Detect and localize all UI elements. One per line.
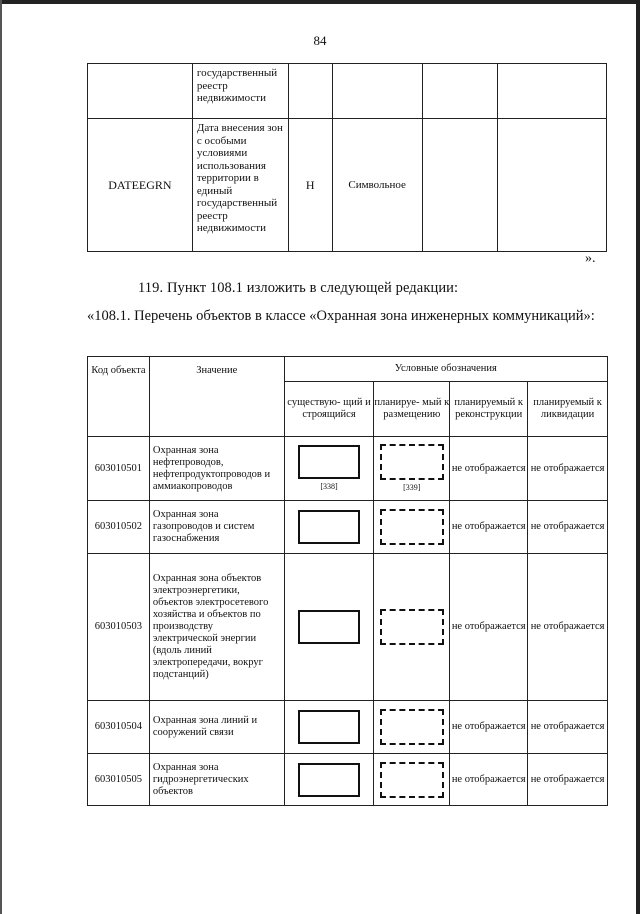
symbol-planned [374, 501, 450, 554]
row-reconstruction: не отображается [450, 554, 528, 701]
table-cell [498, 64, 607, 119]
table-cell [288, 64, 332, 119]
row-reconstruction: не отображается [450, 754, 528, 806]
row-code: 603010504 [88, 701, 150, 754]
attributes-table [87, 63, 607, 252]
header-reconstruction: планируемый к реконструкции [450, 382, 528, 437]
symbol-planned [374, 554, 450, 701]
table-cell-flag: Н [288, 119, 332, 252]
table-cell [422, 119, 498, 252]
solid-rectangle-icon [298, 710, 360, 744]
row-liquidation: не отображается [528, 437, 608, 501]
symbol-existing [284, 701, 374, 754]
table-row [88, 701, 608, 754]
symbol-planned [374, 701, 450, 754]
table-cell [498, 119, 607, 252]
row-liquidation: не отображается [528, 701, 608, 754]
symbol-existing [284, 501, 374, 554]
dashed-rectangle-icon [380, 609, 444, 645]
header-code: Код объекта [88, 357, 150, 437]
table-row [88, 501, 608, 554]
table-row [88, 754, 608, 806]
row-code: 603010505 [88, 754, 150, 806]
table-row [88, 119, 607, 252]
header-planned: планируе- мый к размещению [374, 382, 450, 437]
row-code: 603010502 [88, 501, 150, 554]
symbol-planned [374, 754, 450, 806]
row-value: Охранная зона газопроводов и систем газоснабжения [149, 501, 284, 554]
solid-rectangle-icon [298, 510, 360, 544]
dashed-rectangle-icon [380, 762, 444, 798]
page-border-right [636, 0, 640, 914]
header-existing: существую- щий и строящийся [284, 382, 374, 437]
row-code: 603010501 [88, 437, 150, 501]
dashed-rectangle-icon [380, 709, 444, 745]
solid-rectangle-icon [298, 610, 360, 644]
row-liquidation: не отображается [528, 554, 608, 701]
table-cell-meaning: государственный реестр недвижимости [192, 64, 288, 119]
paragraph: «108.1. Перечень объектов в классе «Охранная зона инженерных коммуникаций»: [87, 308, 595, 324]
table-row [88, 64, 607, 119]
row-code: 603010503 [88, 554, 150, 701]
symbol-existing [284, 554, 374, 701]
dashed-rectangle-icon [380, 444, 444, 480]
solid-rectangle-icon [298, 445, 360, 479]
header-symbols: Условные обозначения [284, 357, 607, 382]
row-reconstruction: не отображается [450, 501, 528, 554]
table-row [88, 437, 608, 501]
row-value: Охранная зона объектов электроэнергетики, объектов электросетевого хозяйства и объектов по производству электрической энергии (вдоль линий электропередачи, вокруг подстанций) [149, 554, 284, 701]
header-liquidation: планируемый к ликвидации [528, 382, 608, 437]
dashed-rectangle-icon [380, 509, 444, 545]
page-border-top [0, 0, 640, 4]
solid-rectangle-icon [298, 763, 360, 797]
page-number: 84 [313, 33, 327, 48]
closing-quote: ». [585, 251, 596, 266]
table-cell [332, 64, 422, 119]
row-reconstruction: не отображается [450, 437, 528, 501]
item-heading: 119. Пункт 108.1 изложить в следующей редакции: [138, 280, 459, 296]
header-value: Значение [149, 357, 284, 437]
row-reconstruction: не отображается [450, 701, 528, 754]
symbol-ref: [339] [403, 482, 421, 492]
page-border-left [0, 0, 2, 914]
table-cell [88, 64, 193, 119]
symbol-planned [374, 437, 450, 501]
table-cell-code: DATEEGRN [88, 119, 193, 252]
row-value: Охранная зона нефтепроводов, нефтепродуктопроводов и аммиакопроводов [149, 437, 284, 501]
table-cell [422, 64, 498, 119]
row-liquidation: не отображается [528, 754, 608, 806]
symbol-existing [284, 754, 374, 806]
symbol-existing [284, 437, 374, 501]
header-row [88, 357, 608, 382]
table-row [88, 554, 608, 701]
row-liquidation: не отображается [528, 501, 608, 554]
symbol-ref: [338] [320, 481, 338, 491]
table-cell-type: Символьное [332, 119, 422, 252]
table-cell-meaning: Дата внесения зон с особыми условиями использования территории в единый государственный реестр недвижимости [192, 119, 288, 252]
row-value: Охранная зона линий и сооружений связи [149, 701, 284, 754]
row-value: Охранная зона гидроэнергетических объектов [149, 754, 284, 806]
objects-table [87, 356, 608, 806]
